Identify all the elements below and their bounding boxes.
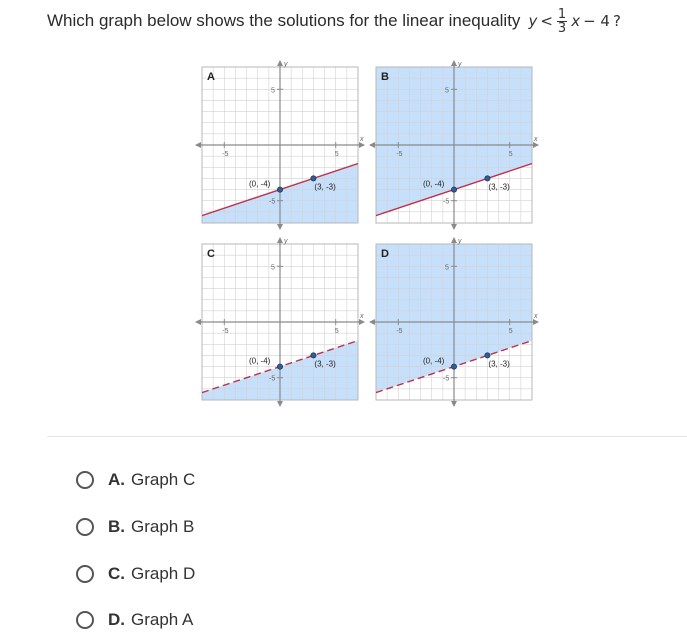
x-axis-arrow-left — [195, 142, 201, 148]
x-tick-label-pos5: 5 — [508, 328, 513, 335]
y-tick-label-neg5: -5 — [443, 375, 450, 383]
x-axis-arrow-left — [369, 142, 375, 148]
y-axis-label: y — [458, 61, 462, 68]
y-tick-label-pos5: 5 — [445, 264, 449, 272]
radio-d[interactable] — [76, 611, 94, 629]
option-a-letter: A. — [108, 470, 125, 489]
point-0-neg4 — [451, 187, 456, 192]
y-axis-arrow-up — [451, 60, 457, 66]
point-3-neg3 — [311, 353, 316, 358]
y-axis-label: y — [284, 238, 288, 245]
point-0-neg4-label: (0, -4) — [423, 179, 445, 189]
y-axis-arrow-down — [277, 224, 283, 230]
y-axis-arrow-up — [277, 237, 283, 243]
point-3-neg3-label: (3, -3) — [314, 182, 336, 192]
option-b-text: Graph B — [131, 517, 195, 536]
divider — [47, 436, 687, 437]
graph-b — [369, 45, 539, 230]
x-tick-label-pos5: 5 — [508, 151, 513, 158]
x-axis-label: x — [534, 313, 538, 320]
x-axis-arrow-left — [369, 319, 375, 325]
x-axis-label: x — [360, 136, 364, 143]
x-tick-label-neg5: -5 — [222, 151, 229, 158]
x-axis-arrow-left — [195, 319, 201, 325]
y-axis-arrow-down — [451, 401, 457, 407]
y-axis-arrow-down — [277, 401, 283, 407]
option-b[interactable] — [76, 514, 194, 540]
option-d-text: Graph A — [131, 610, 194, 629]
radio-a[interactable] — [76, 471, 94, 489]
y-tick-label-pos5: 5 — [445, 87, 449, 95]
option-b-letter: B. — [108, 517, 125, 536]
y-axis-arrow-up — [451, 237, 457, 243]
y-axis-label: y — [458, 238, 462, 245]
y-tick-label-neg5: -5 — [443, 198, 450, 206]
y-axis-label: y — [284, 61, 288, 68]
point-3-neg3-label: (3, -3) — [314, 359, 336, 369]
radio-b[interactable] — [76, 518, 94, 536]
point-3-neg3-label: (3, -3) — [488, 359, 510, 369]
point-3-neg3 — [485, 353, 490, 358]
graph-label-b: B — [381, 71, 389, 83]
y-tick-label-pos5: 5 — [271, 264, 275, 272]
x-tick-label-neg5: -5 — [396, 151, 403, 158]
point-3-neg3-label: (3, -3) — [488, 182, 510, 192]
point-0-neg4-label: (0, -4) — [423, 356, 445, 366]
point-0-neg4 — [277, 364, 282, 369]
point-3-neg3 — [485, 176, 490, 181]
graph-c — [195, 237, 365, 422]
x-axis-label: x — [534, 136, 538, 143]
point-3-neg3 — [311, 176, 316, 181]
option-c-text: Graph D — [131, 564, 196, 583]
y-axis-arrow-up — [277, 60, 283, 66]
y-tick-label-neg5: -5 — [269, 198, 276, 206]
radio-c[interactable] — [76, 565, 94, 583]
y-tick-label-neg5: -5 — [269, 375, 276, 383]
x-axis-label: x — [360, 313, 364, 320]
graph-d — [369, 222, 539, 407]
option-a[interactable] — [76, 467, 195, 493]
graph-label-c: C — [207, 248, 215, 260]
option-c-letter: C. — [108, 564, 125, 583]
option-d[interactable] — [76, 607, 193, 633]
inequality-x: x — [571, 12, 581, 30]
fraction-denominator: 3 — [557, 20, 567, 36]
option-a-text: Graph C — [131, 470, 196, 489]
point-0-neg4 — [277, 187, 282, 192]
y-tick-label-pos5: 5 — [271, 87, 275, 95]
question-mark: ? — [612, 12, 621, 30]
x-tick-label-pos5: 5 — [334, 151, 339, 158]
point-0-neg4 — [451, 364, 456, 369]
inequality-lhs: y — [528, 12, 538, 30]
inequality-constant: − 4 — [583, 12, 610, 30]
y-axis-arrow-down — [451, 224, 457, 230]
inequality-sign: < — [540, 12, 553, 30]
x-tick-label-neg5: -5 — [396, 328, 403, 335]
point-0-neg4-label: (0, -4) — [249, 356, 271, 366]
point-0-neg4-label: (0, -4) — [249, 179, 271, 189]
graph-label-d: D — [381, 248, 389, 260]
option-c[interactable] — [76, 561, 195, 587]
option-d-letter: D. — [108, 610, 125, 629]
question-prompt: Which graph below shows the solutions for the linear inequality — [47, 11, 521, 30]
x-tick-label-pos5: 5 — [334, 328, 339, 335]
fraction-numerator: 1 — [557, 6, 567, 22]
graph-label-a: A — [207, 71, 215, 83]
x-tick-label-neg5: -5 — [222, 328, 229, 335]
graph-a — [195, 60, 365, 245]
